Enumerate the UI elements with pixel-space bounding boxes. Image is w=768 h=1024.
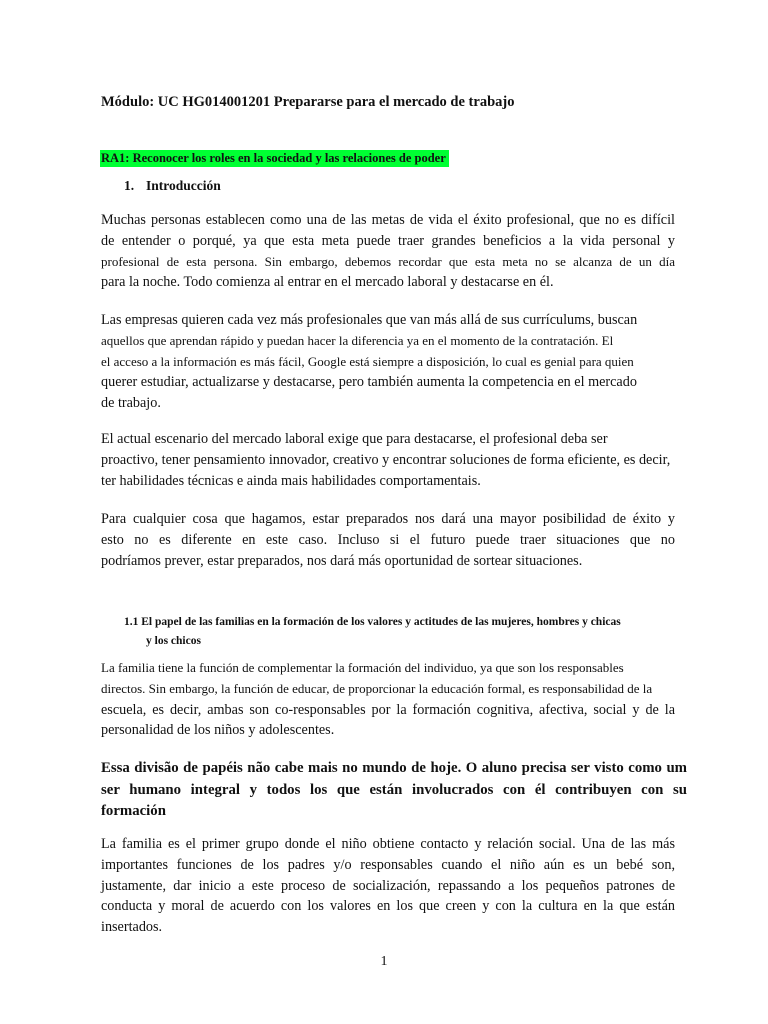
paragraph-line: ser humano integral y todos los que están involucrados con él contribuyen con su [101, 781, 687, 798]
paragraph-line: Essa divisão de papéis não cabe mais no mundo de hoje. O aluno precisa ser visto como um [101, 760, 687, 776]
paragraph-line: La familia tiene la función de complementar la formación del individuo, ya que son los responsables [101, 660, 624, 675]
paragraph-line: escuela, es decir, ambas son co-responsables por la formación cognitiva, afectiva, social y de la [101, 701, 675, 718]
paragraph-2 [101, 310, 675, 414]
paragraph-line: justamente, dar inicio a este proceso de socialización, repassando a los pequeños patrones de [101, 877, 675, 894]
paragraph-line: El actual escenario del mercado laboral exige que para destacarse, el profesional deba ser [101, 431, 608, 447]
paragraph-line: personalidad de los niños y adolescentes. [101, 722, 335, 739]
paragraph-line: Muchas personas establecen como una de las metas de vida el éxito profesional, que no es difícil [101, 212, 675, 228]
module-title: Módulo: UC HG014001201 Prepararse para el mercado de trabajo [101, 94, 515, 110]
section-title: Introducción [146, 178, 221, 193]
paragraph-line: formación [101, 803, 166, 819]
paragraph-line: profesional de esta persona. Sin embargo, debemos recordar que esta meta no se alcanza de un día [101, 253, 675, 269]
paragraph-line: conducta y moral de acuerdo con los valores en los que creen y con la cultura en la que están [101, 898, 675, 915]
page-number: 1 [380, 954, 388, 969]
paragraph-4 [101, 509, 675, 571]
paragraph-line: querer estudiar, actualizarse y destacarse, pero también aumenta la competencia en el mercado [101, 374, 637, 391]
subsection-line: 1.1 El papel de las familias en la formación de los valores y actitudes de las mujeres, hombres y chicas [124, 616, 621, 628]
paragraph-line: el acceso a la información es más fácil, Google está siempre a disposición, lo cual es genial para quien [101, 353, 634, 369]
paragraph-line: para la noche. Todo comienza al entrar en el mercado laboral y destacarse en él. [101, 274, 554, 291]
subsection-heading-1-1 [124, 613, 669, 651]
bold-paragraph [101, 758, 687, 823]
ra-heading-highlighted: RA1: Reconocer los roles en la sociedad y las relaciones de poder [100, 150, 449, 167]
section-number: 1. [124, 178, 135, 193]
paragraph-line: importantes funciones de los padres y/o responsables cuando el niño aún es un bebé son, [101, 856, 675, 873]
paragraph-line: podríamos prever, estar preparados, nos dará más oportunidad de sortear situaciones. [101, 552, 583, 569]
paragraph-line: aquellos que aprendan rápido y puedan hacer la diferencia ya en el momento de la contratación. El [101, 332, 614, 348]
paragraph-line: esto no es diferente en este caso. Incluso si el futuro puede traer situaciones que no [101, 531, 675, 548]
paragraph-line: insertados. [101, 919, 163, 936]
paragraph-line: de entender o porqué, ya que esta meta puede traer grandes beneficios a la vida personal y [101, 232, 675, 249]
paragraph-6 [101, 834, 675, 938]
paragraph-5 [101, 658, 675, 741]
paragraph-line: ter habilidades técnicas e ainda mais habilidades comportamentais. [101, 472, 481, 489]
paragraph-line: La familia es el primer grupo donde el niño obtiene contacto y relación social. Una de las más [101, 836, 675, 852]
paragraph-line: de trabajo. [101, 395, 161, 412]
paragraph-1 [101, 210, 675, 293]
paragraph-line: Las empresas quieren cada vez más profesionales que van más allá de sus currículums, buscan [101, 312, 638, 328]
paragraph-3 [101, 429, 675, 491]
paragraph-line: Para cualquier cosa que hagamos, estar preparados nos dará una mayor posibilidad de éxito y [101, 511, 675, 527]
section-heading-introduccion [124, 178, 221, 194]
subsection-line: y los chicos [146, 635, 201, 647]
paragraph-line: proactivo, tener pensamiento innovador, creativo y encontrar soluciones de forma eficiente, es decir, [101, 451, 671, 468]
paragraph-line: directos. Sin embargo, la función de educar, de proporcionar la educación formal, es responsabilidad de la [101, 680, 653, 696]
